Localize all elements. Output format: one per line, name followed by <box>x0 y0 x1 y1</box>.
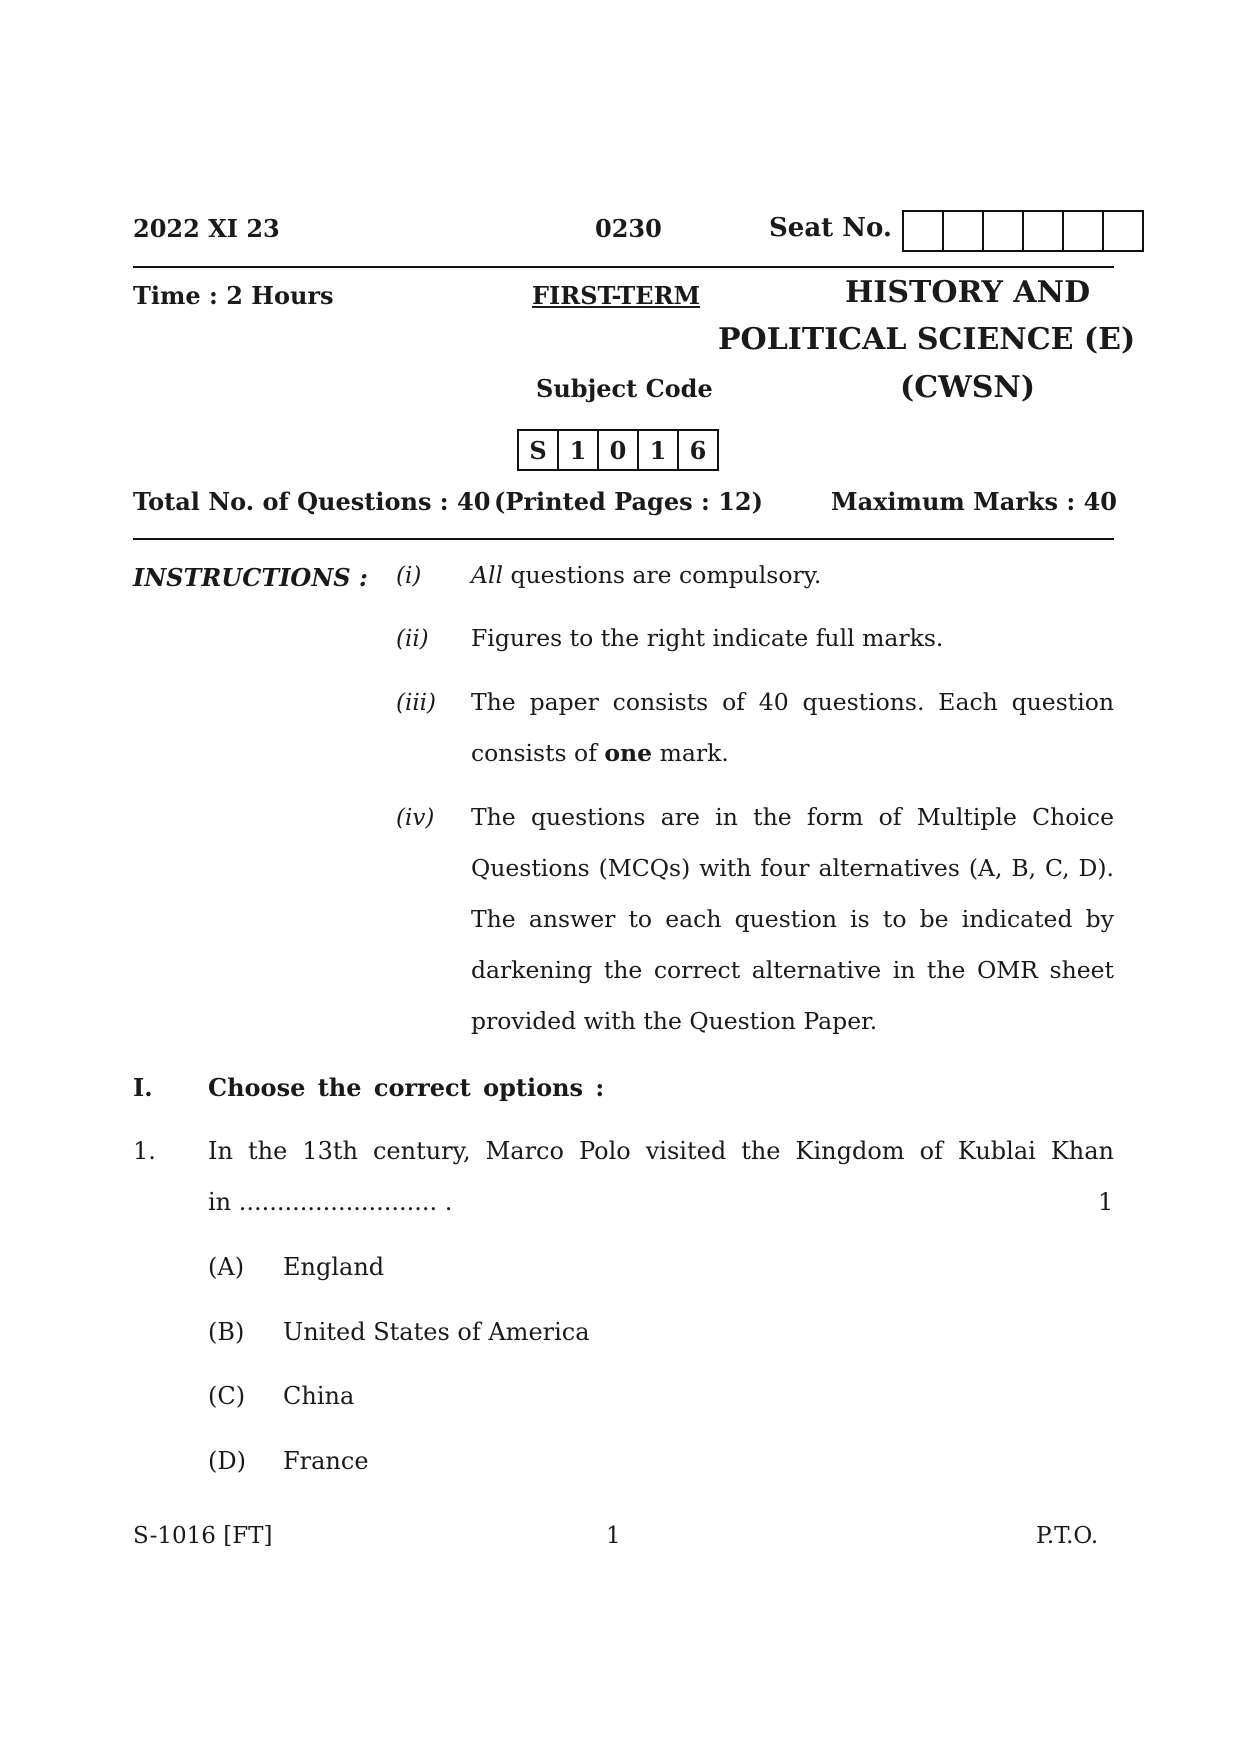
printed-pages: (Printed Pages : 12) <box>494 487 763 516</box>
section-number: I. <box>133 1073 153 1102</box>
seat-box[interactable] <box>942 210 984 252</box>
time-allowed: Time : 2 Hours <box>133 281 334 310</box>
question-text-line2: in .......................... . <box>208 1188 453 1216</box>
header-divider-bottom <box>133 538 1114 540</box>
instructions-label: INSTRUCTIONS : <box>133 563 368 592</box>
instruction-line: The paper consists of 40 questions. Each question <box>471 688 1114 716</box>
subject-code-boxes <box>519 429 719 471</box>
seat-label: Seat No. <box>769 213 892 243</box>
maximum-marks: Maximum Marks : 40 <box>831 487 1118 516</box>
subject-code-char: 6 <box>677 429 719 471</box>
instruction-number: (iv) <box>396 805 435 831</box>
instruction-line: Questions (MCQs) with four alternatives (A, B, C, D). <box>471 854 1114 882</box>
instruction-number: (ii) <box>396 626 429 652</box>
option-text[interactable]: United States of America <box>283 1318 590 1346</box>
subject-code-char: 1 <box>637 429 679 471</box>
question-marks: 1 <box>1098 1188 1114 1216</box>
option-label: (C) <box>208 1382 246 1410</box>
instruction-line: The questions are in the form of Multiple Choice <box>471 803 1114 831</box>
subject-code-char: S <box>517 429 559 471</box>
question-text-line1: In the 13th century, Marco Polo visited the Kingdom of Kublai Khan <box>208 1137 1114 1165</box>
instruction-text <box>471 550 1114 601</box>
option-label: (A) <box>208 1253 245 1281</box>
option-label: (B) <box>208 1318 245 1346</box>
instruction-line: All questions are compulsory. <box>471 561 822 589</box>
subject-title-line3: (CWSN) <box>900 370 1036 405</box>
header-divider-top <box>133 266 1114 268</box>
question-number: 1. <box>133 1137 156 1165</box>
seat-box[interactable] <box>1102 210 1144 252</box>
seat-box[interactable] <box>982 210 1024 252</box>
footer-paper-code: S-1016 [FT] <box>133 1523 273 1549</box>
subject-code-char: 1 <box>557 429 599 471</box>
subject-title-line2: POLITICAL SCIENCE (E) <box>718 322 1136 357</box>
seat-number-boxes[interactable] <box>904 210 1144 252</box>
date-code: 2022 XI 23 <box>133 214 280 243</box>
instruction-number: (i) <box>396 563 422 589</box>
seat-box[interactable] <box>1062 210 1104 252</box>
option-text[interactable]: China <box>283 1382 355 1410</box>
subject-code-char: 0 <box>597 429 639 471</box>
instruction-text <box>471 677 1114 779</box>
pto-label: P.T.O. <box>1036 1523 1099 1549</box>
option-text[interactable]: France <box>283 1447 369 1475</box>
instruction-text <box>471 613 1114 664</box>
instruction-number: (iii) <box>396 690 437 716</box>
instruction-text <box>471 792 1114 1047</box>
option-label: (D) <box>208 1447 246 1475</box>
instruction-line: Figures to the right indicate full marks. <box>471 624 944 652</box>
seat-box[interactable] <box>1022 210 1064 252</box>
option-text[interactable]: England <box>283 1253 385 1281</box>
subject-title-line1: HISTORY AND <box>845 275 1091 310</box>
instruction-line: provided with the Question Paper. <box>471 1007 878 1035</box>
paper-code: 0230 <box>595 214 662 243</box>
total-questions: Total No. of Questions : 40 <box>133 487 491 516</box>
seat-box[interactable] <box>902 210 944 252</box>
subject-code-label: Subject Code <box>536 374 713 403</box>
instruction-line: darkening the correct alternative in the OMR sheet <box>471 956 1114 984</box>
term-title: FIRST-TERM <box>532 281 701 310</box>
instruction-line: consists of one mark. <box>471 739 729 767</box>
section-title: Choose the correct options : <box>208 1073 605 1102</box>
page-number: 1 <box>606 1523 621 1549</box>
instruction-line: The answer to each question is to be indicated by <box>471 905 1114 933</box>
